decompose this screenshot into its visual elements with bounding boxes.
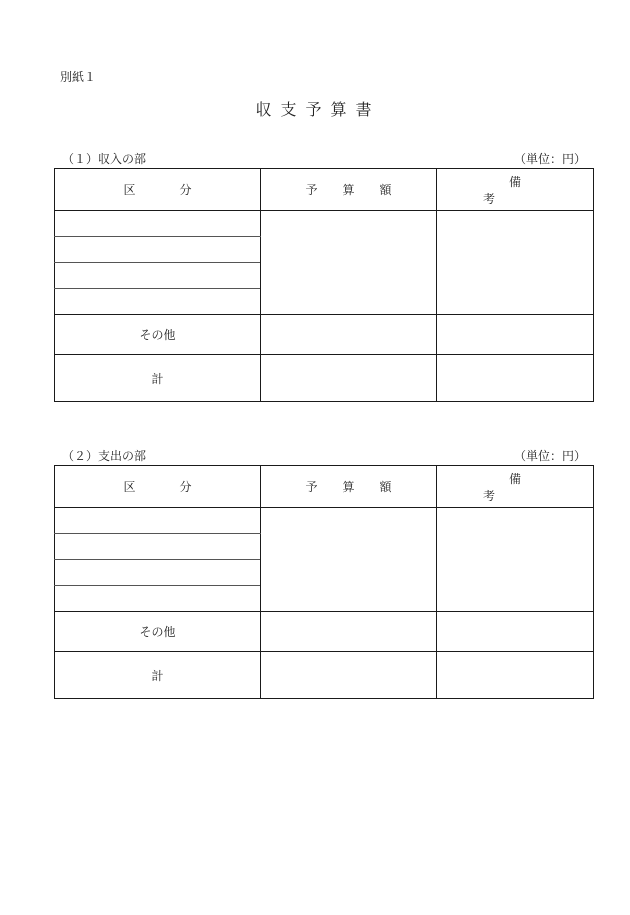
expense-section-label: （２）支出の部	[62, 449, 147, 463]
income-total-remarks-cell[interactable]	[437, 355, 594, 402]
income-header-budget-amount: 予算額	[261, 169, 437, 211]
income-item-cell[interactable]	[55, 237, 261, 263]
income-item-cell[interactable]	[55, 211, 261, 237]
expense-table	[54, 465, 594, 699]
expense-item-cell[interactable]	[55, 534, 261, 560]
expense-total-budget-cell[interactable]	[261, 652, 437, 699]
expense-total-row	[55, 652, 594, 699]
income-section-label: （１）収入の部	[62, 152, 147, 166]
expense-item-row	[55, 508, 594, 534]
income-items-budget-cell[interactable]	[261, 211, 437, 315]
income-other-label: その他	[55, 315, 261, 355]
income-other-row	[55, 315, 594, 355]
expense-other-row	[55, 612, 594, 652]
income-header-category: 区分	[55, 169, 261, 211]
expense-item-cell[interactable]	[55, 508, 261, 534]
expense-total-label: 計	[55, 652, 261, 699]
income-total-label: 計	[55, 355, 261, 402]
income-items-remarks-cell[interactable]	[437, 211, 594, 315]
income-total-budget-cell[interactable]	[261, 355, 437, 402]
expense-header-budget-amount: 予算額	[261, 466, 437, 508]
document-title: 収支予算書	[255, 100, 381, 119]
expense-other-budget-cell[interactable]	[261, 612, 437, 652]
income-item-cell[interactable]	[55, 289, 261, 315]
expense-total-remarks-cell[interactable]	[437, 652, 594, 699]
income-header-row	[55, 169, 594, 211]
income-unit-label: （単位：円）	[513, 152, 586, 166]
expense-header-category: 区分	[55, 466, 261, 508]
expense-unit-label: （単位：円）	[513, 449, 586, 463]
annex-label: 別紙１	[60, 70, 97, 84]
expense-other-label: その他	[55, 612, 261, 652]
income-item-cell[interactable]	[55, 263, 261, 289]
expense-items-budget-cell[interactable]	[261, 508, 437, 612]
income-header-remarks: 備考	[437, 169, 594, 211]
income-table	[54, 168, 594, 402]
income-total-row	[55, 355, 594, 402]
expense-header-remarks: 備考	[437, 466, 594, 508]
income-item-row	[55, 211, 594, 237]
income-other-budget-cell[interactable]	[261, 315, 437, 355]
expense-header-row	[55, 466, 594, 508]
expense-item-cell[interactable]	[55, 560, 261, 586]
expense-other-remarks-cell[interactable]	[437, 612, 594, 652]
income-other-remarks-cell[interactable]	[437, 315, 594, 355]
expense-items-remarks-cell[interactable]	[437, 508, 594, 612]
expense-item-cell[interactable]	[55, 586, 261, 612]
